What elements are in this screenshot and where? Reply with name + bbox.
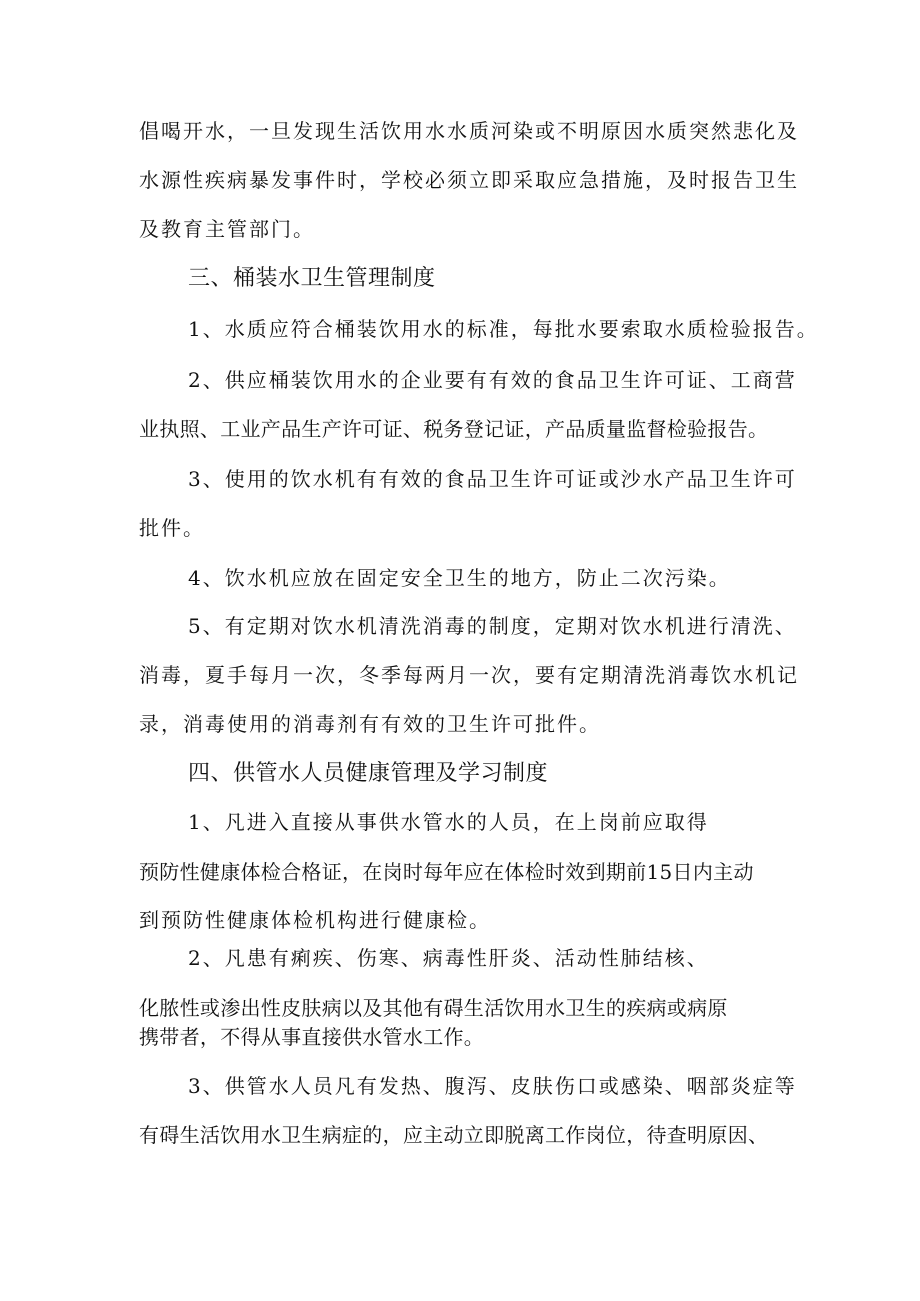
paragraph-line: 3、使用的饮水机有有效的食品卫生许可证或沙水产品卫生许可 [188, 467, 797, 491]
paragraph-line: 消毒，夏手每月一次，冬季每两月一次，要有定期清洗消毒饮水机记 [139, 663, 799, 687]
paragraph-line: 2、凡患有痢疾、伤寒、病毒性肝炎、活动性肺结核、 [188, 946, 709, 970]
paragraph-line: 5、有定期对饮水机清洗消毒的制度，定期对饮水机进行清洗、 [188, 614, 797, 638]
paragraph-line: 水源性疾病暴发事件时，学校必须立即采取应急措施，及时报告卫生 [139, 168, 799, 192]
paragraph-line: 1、凡进入直接从事供水管水的人员，在上岗前应取得 [188, 810, 709, 834]
paragraph-line: 有碍生活饮用水卫生病症的，应主动立即脱离工作岗位，待查明原因、 [139, 1123, 769, 1147]
paragraph-line: 录，消毒使用的消毒剂有有效的卫生许可批件。 [139, 712, 601, 736]
paragraph-line: 及教育主管部门。 [139, 217, 315, 241]
paragraph-line: 1、水质应符合桶装饮用水的标准，每批水要索取水质检验报告。 [188, 317, 819, 341]
paragraph-line: 4、饮水机应放在固定安全卫生的地方，防止二次污染。 [188, 566, 731, 590]
paragraph-line: 携带者，不得从事直接供水管水工作。 [139, 1025, 485, 1049]
section-heading: 四、供管水人员健康管理及学习制度 [188, 761, 549, 786]
paragraph-line: 批件。 [139, 516, 205, 540]
paragraph-line: 业执照、工业产品生产许可证、税务登记证，产品质量监督检验报告。 [139, 417, 769, 441]
paragraph-line: 倡喝开水，一旦发现生活饮用水水质河染或不明原因水质突然悲化及 [139, 119, 799, 143]
paragraph-line: 3、供管水人员凡有发热、腹泻、皮肤伤口或感染、咽部炎症等 [188, 1074, 797, 1098]
paragraph-line: 到预防性健康体检机构进行健康检。 [139, 908, 491, 932]
paragraph-line: 化脓性或渗出性皮肤病以及其他有碍生活饮用水卫生的疾病或病原 [139, 996, 728, 1020]
section-heading: 三、桶装水卫生管理制度 [188, 266, 436, 291]
paragraph-line: 预防性健康体检合格证，在岗时每年应在体检时效到期前15日内主动 [139, 860, 754, 884]
paragraph-line: 2、供应桶装饮用水的企业要有有效的食品卫生许可证、工商营 [188, 368, 797, 392]
